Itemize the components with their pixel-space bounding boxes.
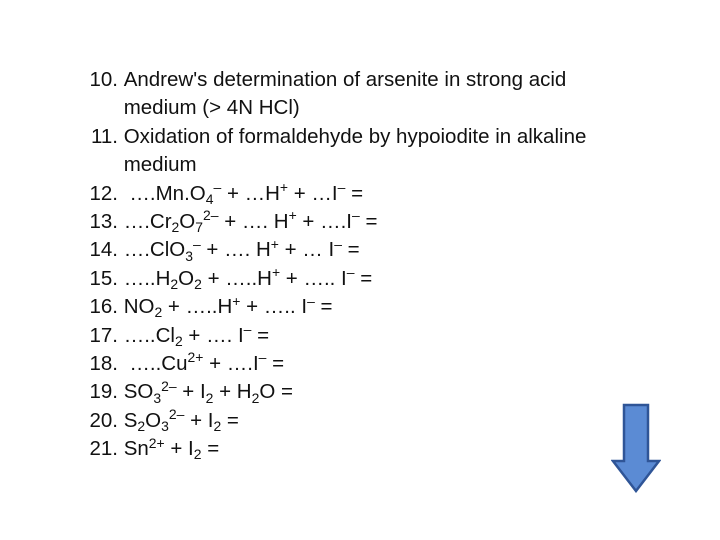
item-equation [118, 407, 239, 435]
item-text-line: Andrew's determination of arsenite in strong acid [123, 68, 567, 91]
equation-text: $^{2-}$ + I [168, 406, 214, 432]
subscript: 3 [153, 389, 162, 406]
item-text-line: medium (> 4N HCl) [123, 96, 300, 120]
item-text-continuation [82, 151, 642, 179]
subscript: 2 [154, 304, 163, 321]
charge-superscript: 2– [168, 406, 185, 423]
list-item [82, 66, 642, 94]
charge-superscript: – [213, 178, 222, 195]
equation-text: $^{2-}$ + …. H+ + ….I– = [203, 207, 378, 234]
charge-superscript: 2+ [148, 434, 165, 451]
item-number: 11. [91, 124, 118, 148]
charge-superscript: – [337, 178, 346, 195]
equation-text: O = [259, 380, 293, 404]
item-equation [118, 435, 219, 463]
subscript: 2 [205, 389, 214, 406]
down-arrow-icon[interactable] [611, 403, 661, 493]
item-number: 20. [89, 408, 118, 432]
equation-text: – + …H+ + …I– = [213, 178, 364, 205]
list-item [82, 322, 642, 350]
equation-text: + …. I– = [182, 321, 270, 347]
subscript: 4 [205, 190, 214, 207]
equation-text: + H [213, 380, 252, 404]
down-arrow-shape [613, 405, 659, 491]
item-equation [118, 265, 372, 293]
equation-text: + …..H+ + ….. I– = [201, 264, 373, 290]
equation-text: NO [123, 295, 155, 319]
equation-text: = [221, 408, 239, 432]
equation-text: O [179, 210, 196, 234]
item-equation [118, 322, 269, 350]
item-equation [118, 378, 293, 406]
equation-text: $\dots..Cu^{2+}$ + ….I– = [123, 349, 285, 376]
item-number: 12. [89, 181, 118, 205]
charge-superscript: + [288, 207, 297, 224]
equation-text: O [178, 266, 195, 290]
item-number: 14. [89, 238, 118, 262]
charge-superscript: + [271, 264, 281, 281]
list-item [82, 350, 642, 378]
list-item [82, 265, 642, 293]
equation-text: $^{2-}$ + I [161, 377, 206, 404]
equation-text: SO [123, 380, 154, 404]
equation-text: …..H [123, 266, 171, 290]
subscript: 2 [213, 418, 222, 435]
charge-superscript: – [258, 349, 267, 366]
charge-superscript: 2– [203, 207, 219, 224]
charge-superscript: – [334, 235, 342, 252]
item-equation [118, 293, 333, 321]
list-item [82, 236, 642, 264]
item-text-continuation [82, 94, 642, 122]
subscript: 2 [170, 276, 179, 293]
list-item [82, 378, 642, 406]
item-text [118, 66, 566, 94]
item-equation [118, 180, 363, 208]
equation-text: – + …. H+ + … I– = [192, 235, 360, 262]
charge-superscript: + [279, 178, 289, 195]
list-item [82, 407, 642, 435]
charge-superscript: + [270, 235, 279, 252]
charge-superscript: – [192, 235, 201, 252]
list-item [82, 208, 642, 236]
subscript: 2 [194, 276, 202, 293]
item-equation [118, 350, 284, 378]
charge-superscript: – [307, 292, 315, 309]
charge-superscript: – [346, 264, 355, 281]
reaction-list [82, 66, 642, 464]
item-text [118, 123, 586, 151]
subscript: 2 [171, 219, 180, 236]
charge-superscript: – [243, 321, 252, 337]
item-text-line: medium [123, 153, 197, 177]
subscript: 2 [251, 389, 260, 406]
item-number: 13. [89, 210, 118, 234]
charge-superscript: 2– [161, 377, 177, 394]
equation-text: S [123, 408, 138, 432]
equation-text: O [145, 408, 162, 432]
list-item [82, 293, 642, 321]
subscript: 3 [185, 247, 193, 264]
list-item [82, 123, 642, 151]
subscript: 2 [137, 418, 146, 435]
subscript: 7 [195, 219, 204, 236]
item-text-line: Oxidation of formaldehyde by hypoiodite in alkaline [123, 124, 587, 148]
equation-text: ….ClO [123, 238, 186, 262]
item-number: 17. [89, 323, 118, 347]
item-number: 21. [89, 437, 118, 461]
equation-text: = [201, 437, 220, 461]
item-equation [118, 236, 360, 264]
item-number: 19. [89, 380, 118, 404]
subscript: 2 [193, 446, 202, 463]
equation-text: $Sn^{2+} + I$ [123, 434, 194, 461]
equation-text: + …..H+ + ….. I– = [162, 292, 333, 319]
charge-superscript: – [352, 207, 360, 224]
item-number: 18. [89, 352, 118, 376]
item-equation [118, 208, 377, 236]
equation-text: …..Cl [123, 323, 175, 347]
list-item [82, 435, 642, 463]
item-number: 15. [89, 266, 118, 290]
charge-superscript: + [232, 292, 241, 309]
equation-text: ….Cr [123, 210, 172, 234]
subscript: 3 [161, 418, 169, 435]
subscript: 2 [174, 332, 183, 349]
item-number: 10. [89, 68, 118, 91]
charge-superscript: 2+ [187, 349, 204, 366]
item-number: 16. [89, 295, 118, 319]
equation-text: ….Mn.O [123, 181, 206, 205]
list-item [82, 180, 642, 208]
